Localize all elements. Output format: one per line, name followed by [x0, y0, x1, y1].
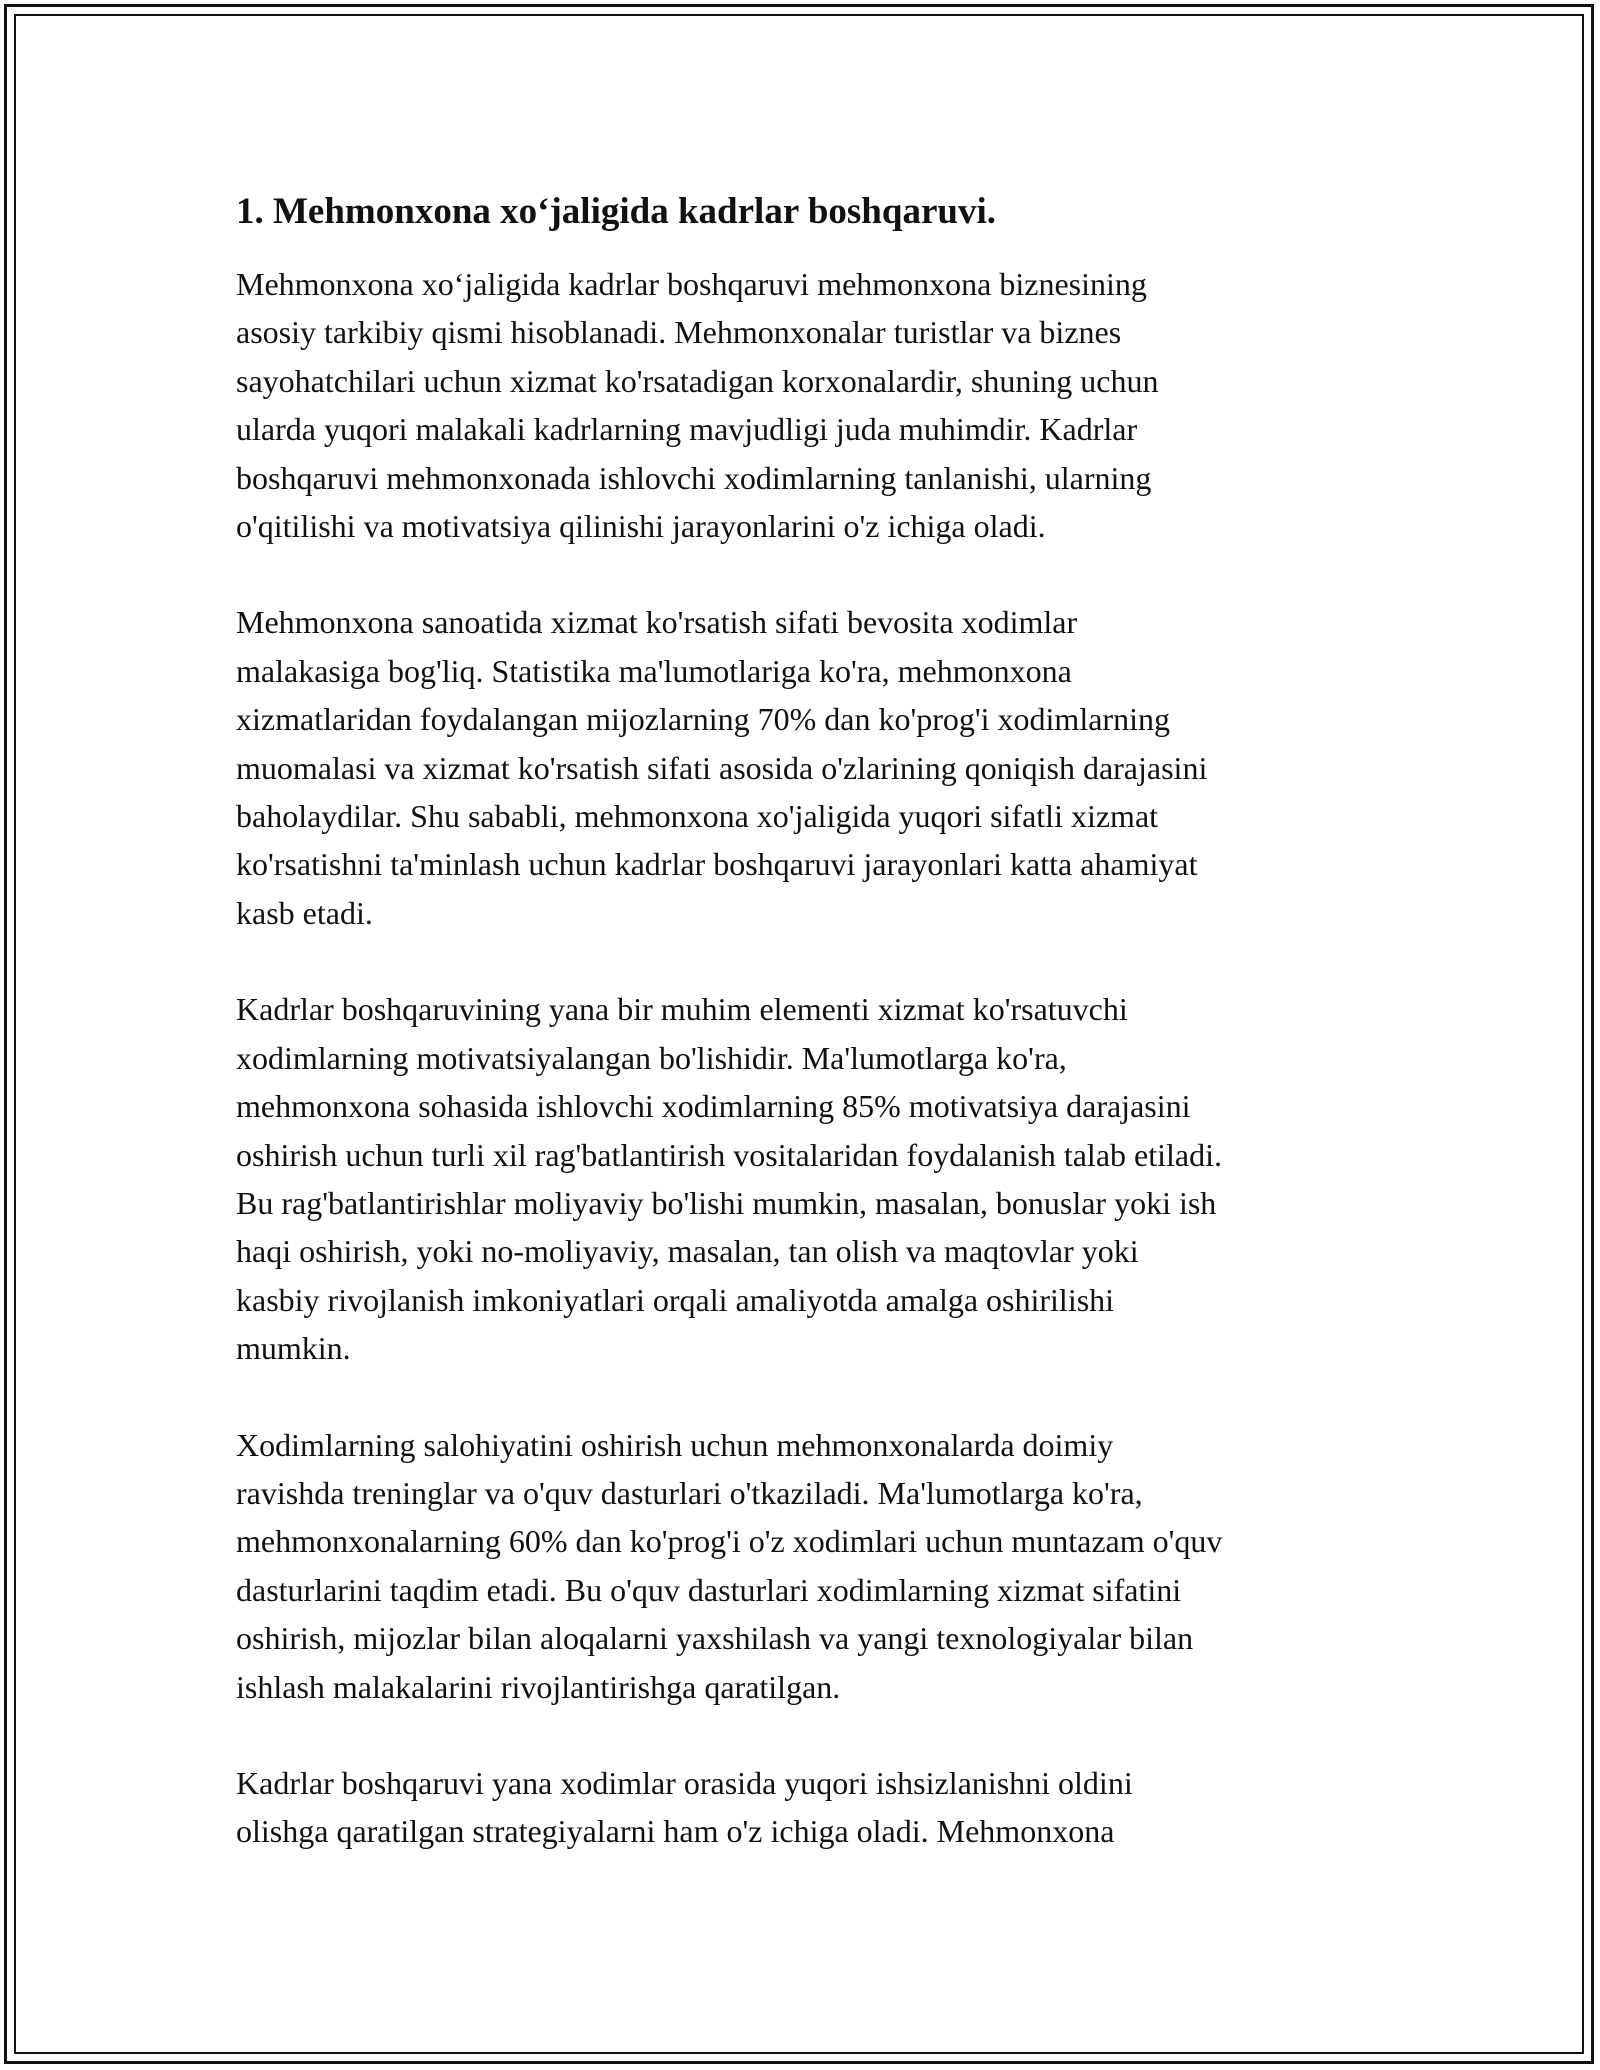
paragraph-line: ularda yuqori malakali kadrlarning mavjudligi juda muhimdir. Kadrlar [236, 411, 1138, 448]
paragraph-line: mehmonxonalarning 60% dan ko'prog'i o'z xodimlari uchun muntazam o'quv [236, 1523, 1223, 1560]
paragraph-line: dasturlarini taqdim etadi. Bu o'quv dasturlari xodimlarning xizmat sifatini [236, 1571, 1182, 1608]
paragraph-line: xodimlarning motivatsiyalangan bo'lishidir. Ma'lumotlarga ko'ra, [236, 1039, 1067, 1076]
paragraph-1 [236, 260, 1386, 550]
paragraph-line: mehmonxona sohasida ishlovchi xodimlarning 85% motivatsiya darajasini [236, 1088, 1191, 1125]
paragraph-line: boshqaruvi mehmonxonada ishlovchi xodimlarning tanlanishi, ularning [236, 459, 1152, 496]
paragraph-line: Kadrlar boshqaruvi yana xodimlar orasida yuqori ishsizlanishni oldini [236, 1764, 1133, 1801]
paragraph-line: kasbiy rivojlanish imkoniyatlari orqali amaliyotda amalga oshirilishi [236, 1281, 1115, 1318]
paragraph-4 [236, 1421, 1386, 1711]
paragraph-line: ishlash malakalarini rivojlantirishga qaratilgan. [236, 1668, 841, 1705]
paragraph-line: Mehmonxona xo‘jaligida kadrlar boshqaruvi mehmonxona biznesining [236, 266, 1147, 302]
paragraph-line: ko'rsatishni ta'minlash uchun kadrlar boshqaruvi jarayonlari katta ahamiyat [236, 846, 1198, 883]
paragraph-line: muomalasi va xizmat ko'rsatish sifati asosida o'zlarining qoniqish darajasini [236, 749, 1208, 786]
paragraph-line: oshirish uchun turli xil rag'batlantirish vositalaridan foydalanish talab etiladi. [236, 1136, 1222, 1173]
paragraph-line: malakasiga bog'liq. Statistika ma'lumotlariga ko'ra, mehmonxona [236, 652, 1072, 689]
section-heading: 1. Mehmonxona xo‘jaligida kadrlar boshqaruvi. [236, 191, 996, 232]
paragraph-line: olishga qaratilgan strategiyalarni ham o'z ichiga oladi. Mehmonxona [236, 1813, 1115, 1850]
paragraph-5 [236, 1759, 1386, 1856]
paragraph-line: kasb etadi. [236, 894, 373, 931]
paragraph-line: asosiy tarkibiy qismi hisoblanadi. Mehmonxonalar turistlar va biznes [236, 314, 1122, 351]
paragraph-line: Xodimlarning salohiyatini oshirish uchun mehmonxonalarda doimiy [236, 1426, 1114, 1463]
paragraph-line: Kadrlar boshqaruvining yana bir muhim elementi xizmat ko'rsatuvchi [236, 991, 1128, 1028]
paragraph-line: ravishda treninglar va o'quv dasturlari o'tkaziladi. Ma'lumotlarga ko'ra, [236, 1474, 1143, 1511]
paragraph-line: baholaydilar. Shu sababli, mehmonxona xo'jaligida yuqori sifatli xizmat [236, 798, 1159, 835]
paragraph-3 [236, 985, 1386, 1372]
document-body [236, 188, 1386, 1904]
paragraph-line: sayohatchilari uchun xizmat ko'rsatadigan korxonalardir, shuning uchun [236, 362, 1159, 399]
paragraph-line: Mehmonxona sanoatida xizmat ko'rsatish sifati bevosita xodimlar [236, 604, 1078, 641]
paragraph-line: o'qitilishi va motivatsiya qilinishi jarayonlarini o'z ichiga oladi. [236, 508, 1046, 545]
paragraph-line: mumkin. [236, 1330, 351, 1367]
paragraph-2 [236, 598, 1386, 937]
paragraph-line: xizmatlaridan foydalangan mijozlarning 70% dan ko'prog'i xodimlarning [236, 701, 1170, 738]
paragraph-line: Bu rag'batlantirishlar moliyaviy bo'lishi mumkin, masalan, bonuslar yoki ish [236, 1184, 1217, 1221]
paragraph-line: oshirish, mijozlar bilan aloqalarni yaxshilash va yangi texnologiyalar bilan [236, 1620, 1194, 1657]
paragraph-line: haqi oshirish, yoki no-moliyaviy, masalan, tan olish va maqtovlar yoki [236, 1233, 1139, 1270]
